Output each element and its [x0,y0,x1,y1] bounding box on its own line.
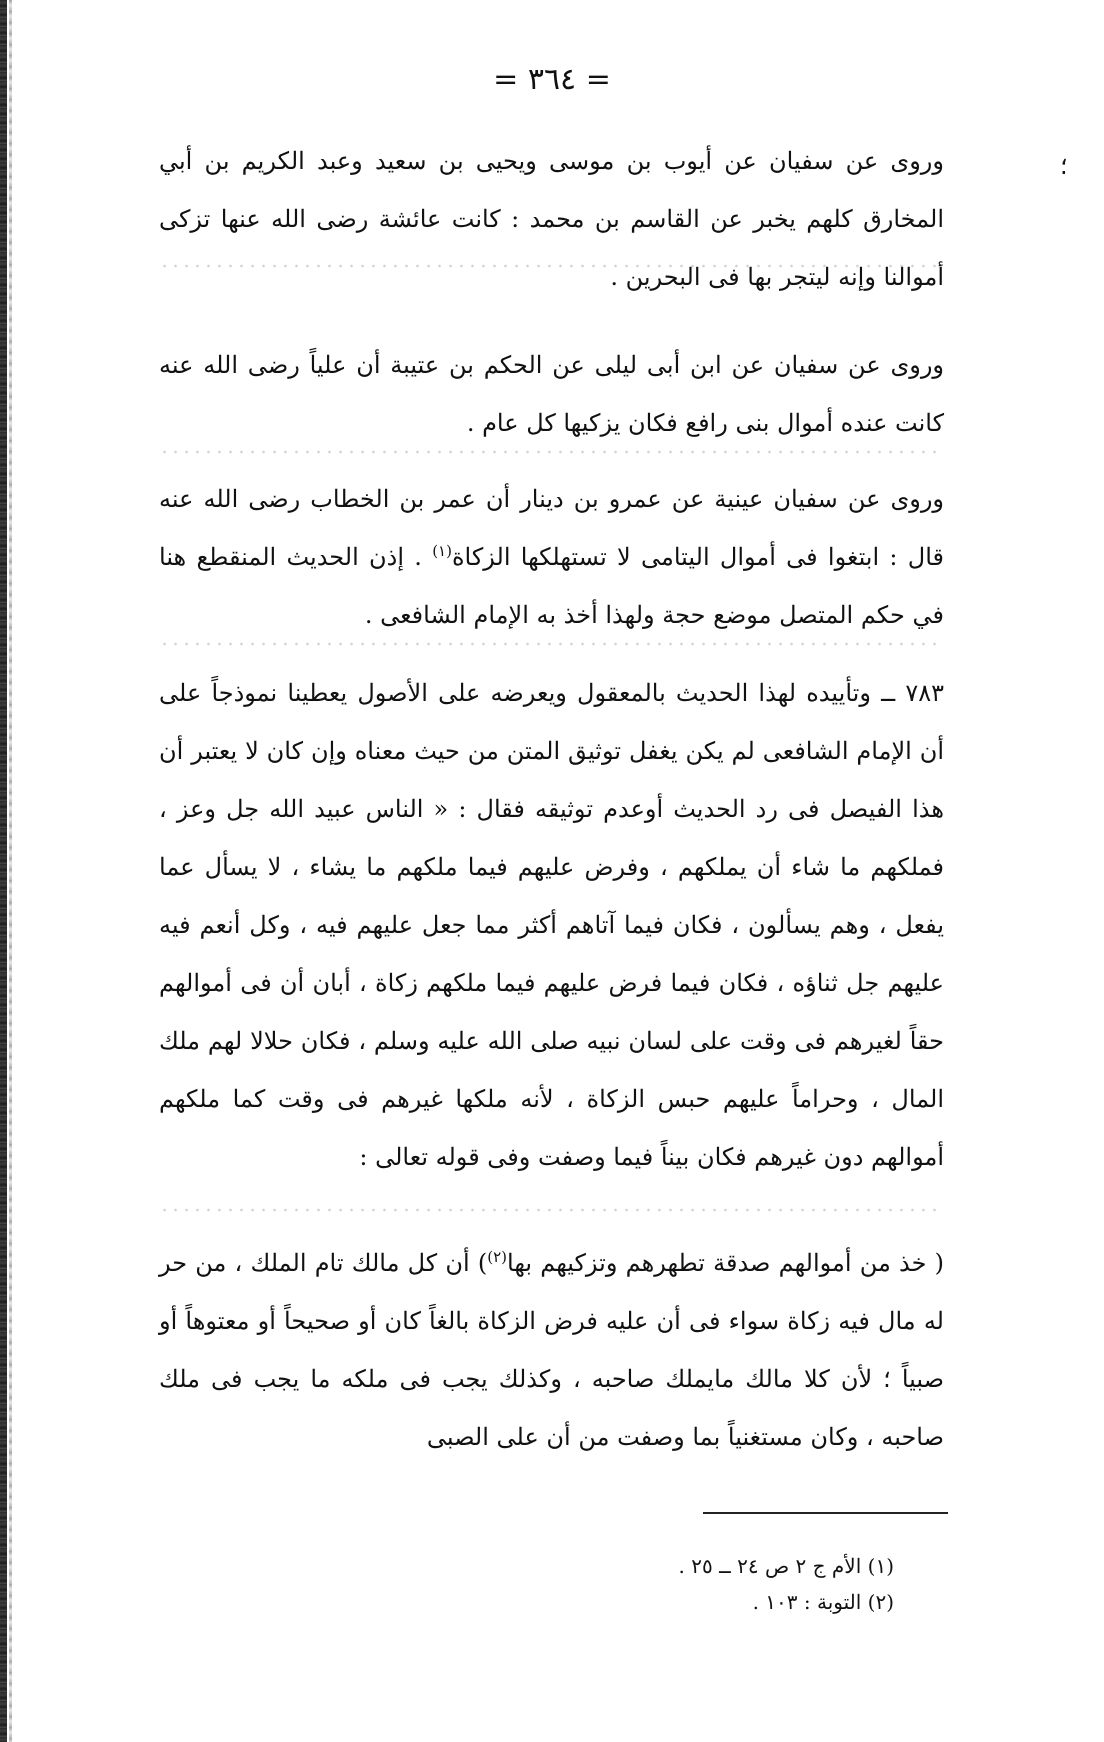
footnote-divider [703,1512,948,1514]
paragraph-5-text-b: ) أن كل مالك تام الملك ، من حر له مال فيه زكاة سواء فى أن عليه فرض الزكاة بالغاً كان أو صحيحاً أو معتوهاً أو صبياً ؛ لأن كلا مالك مايملك صاحبه ، وكذلك يجب فى ملكه ما يجب فى ملك صاحبه ، وكان مستغنياً بما وصفت من أن على الصبى [159,1249,944,1451]
footnotes [254,1548,894,1620]
paragraph-5 [159,1234,944,1466]
margin-mark: ؛ [1060,152,1068,180]
paragraph-3-text-a: وروى عن سفيان عينية عن عمرو بن دينار أن عمر بن الخطاب رضى الله عنه قال : ابتغوا فى أموال اليتامى لا تستهلكها الزكاة [159,485,944,571]
paragraph-4: ٧٨٣ ــ وتأييده لهذا الحديث بالمعقول ويعرضه على الأصول يعطينا نموذجاً على أن الإمام الشافعى لم يكن يغفل توثيق المتن من حيث معناه وإن كان لا يعتبر أن هذا الفيصل فى رد الحديث أوعدم توثيقه فقال : « الناس عبيد الله جل وعز ، فملكهم ما شاء أن يملكهم ، وفرض عليهم فيما ملكهم ما يشاء ، لا يسأل عما يفعل ، وهم يسألون ، فكان فيما آتاهم أكثر مما جعل عليهم فيه ، وكل أنعم فيه عليهم جل ثناؤه ، فكان فيما فرض عليهم فيما ملكهم زكاة ، أبان أن فى أموالهم حقاً لغيرهم فى وقت على لسان نبيه صلى الله عليه وسلم ، فكان حلالا لهم ملك المال ، وحراماً عليهم حبس الزكاة ، لأنه ملكها غيرهم فى وقت كما ملكهم أموالهم دون غيرهم فكان بيناً فيما وصفت وفى قوله تعالى : [159,679,944,1171]
scan-noise-band [159,640,944,648]
footnote-2: (٢) التوبة : ١٠٣ . [752,1590,894,1614]
paragraph-2: وروى عن سفيان عن ابن أبى ليلى عن الحكم بن عتيبة أن علياً رضى الله عنه كانت عنده أموال بنى رافع فكان يزكيها كل عام . [159,351,944,437]
page-number: = ٣٦٤ = [493,62,611,97]
footnote-1: (١) الأم ج ٢ ص ٢٤ ــ ٢٥ . [678,1554,894,1578]
footnote-ref-2: (٢) [487,1248,507,1266]
scan-edge-texture [9,0,12,1742]
footnote-ref-1: (١) [432,542,452,560]
scan-noise-band [159,1206,944,1214]
paragraph-5-text-a: ( خذ من أموالهم صدقة تطهرهم وتزكيهم بها [507,1249,944,1277]
scan-noise-band [159,448,944,456]
paragraph-3-text-b: . إذن الحديث المنقطع هنا في حكم المتصل موضع حجة ولهذا أخذ به الإمام الشافعى . [159,543,944,629]
scan-noise-band [159,262,944,270]
scan-edge-shadow [0,0,7,1742]
paragraph-1: وروى عن سفيان عن أيوب بن موسى ويحيى بن سعيد وعبد الكريم بن أبي المخارق كلهم يخبر عن القاسم بن محمد : كانت عائشة رضى الله عنها تزكى أموالنا وإنه ليتجر بها فى البحرين . [159,147,944,291]
paragraph-3 [159,470,944,644]
